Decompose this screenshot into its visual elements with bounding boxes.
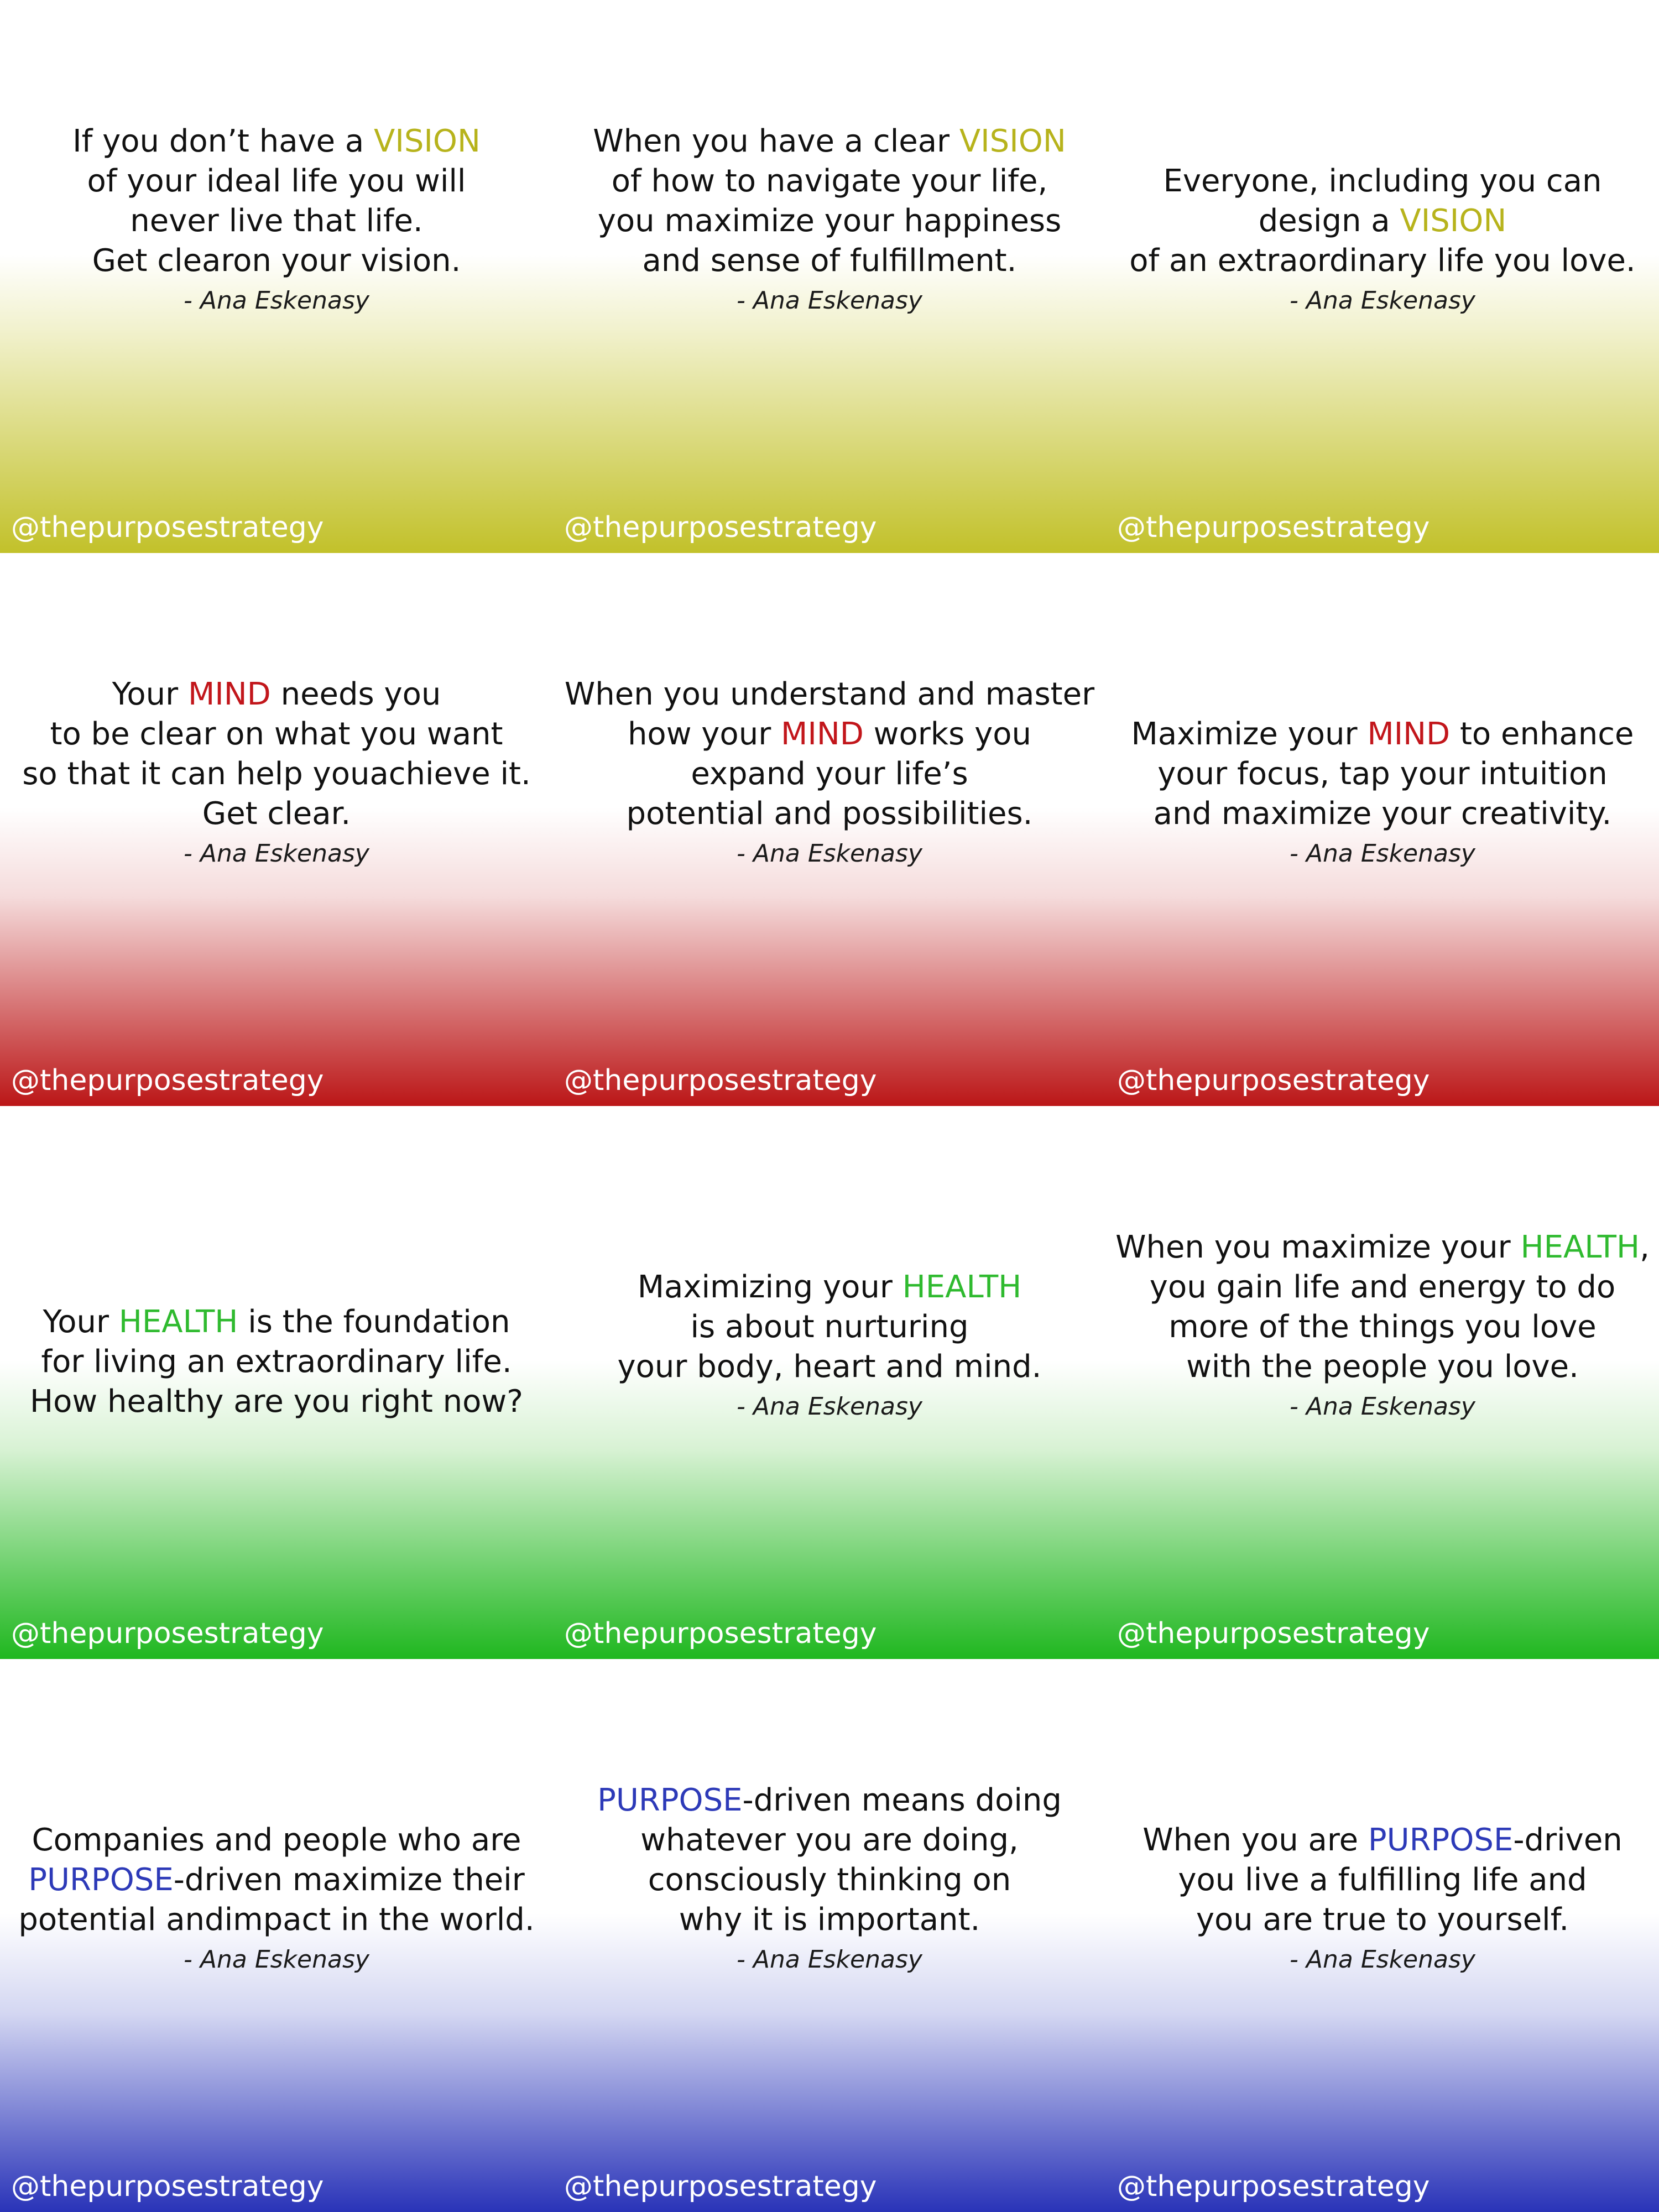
quote-card xyxy=(0,1659,553,2212)
quote-line: and sense of fulfillment. xyxy=(642,243,1017,279)
quote-card xyxy=(1106,1659,1659,2212)
quote-line: If you don’t have a VISION xyxy=(72,123,481,159)
quote-block xyxy=(0,675,553,870)
quote-line: When you understand and master xyxy=(564,676,1095,712)
quote-line: When you maximize your HEALTH, xyxy=(1115,1229,1650,1265)
quote-author: - Ana Eskenasy xyxy=(737,1392,922,1421)
quote-author: - Ana Eskenasy xyxy=(1290,839,1475,868)
quote-line: you maximize your happiness xyxy=(597,203,1062,239)
quote-block xyxy=(0,1820,553,1976)
quote-card xyxy=(1106,1106,1659,1659)
social-handle: @thepurposestrategy xyxy=(1117,511,1430,544)
quote-author: - Ana Eskenasy xyxy=(1290,286,1475,315)
quote-line: consciously thinking on xyxy=(648,1862,1011,1898)
quote-line: so that it can help youachieve it. xyxy=(22,756,531,792)
quote-line: for living an extraordinary life. xyxy=(41,1344,512,1380)
quote-block xyxy=(0,1302,553,1422)
quote-line: of how to navigate your life, xyxy=(611,163,1048,199)
quote-block xyxy=(1106,714,1659,870)
quote-line: why it is important. xyxy=(679,1902,980,1938)
social-handle: @thepurposestrategy xyxy=(11,1617,324,1650)
keyword-purpose: PURPOSE xyxy=(28,1862,174,1898)
quote-line: PURPOSE-driven means doing xyxy=(597,1782,1062,1818)
quote-line: never live that life. xyxy=(130,203,423,239)
quote-line: of an extraordinary life you love. xyxy=(1129,243,1636,279)
quote-line: When you have a clear VISION xyxy=(593,123,1066,159)
social-handle: @thepurposestrategy xyxy=(1117,2170,1430,2203)
quote-line: how your MIND works you xyxy=(627,716,1032,752)
social-handle: @thepurposestrategy xyxy=(564,1064,877,1097)
quote-line: design a VISION xyxy=(1258,203,1507,239)
keyword-health: HEALTH xyxy=(118,1304,238,1340)
keyword-vision: VISION xyxy=(374,123,481,159)
quote-card xyxy=(553,553,1106,1106)
quote-line: with the people you love. xyxy=(1186,1349,1579,1385)
quote-line: your body, heart and mind. xyxy=(617,1349,1042,1385)
quote-block xyxy=(1106,161,1659,317)
quote-line: Maximizing your HEALTH xyxy=(637,1269,1022,1305)
social-handle: @thepurposestrategy xyxy=(564,2170,877,2203)
quote-line: Maximize your MIND to enhance xyxy=(1131,716,1634,752)
quote-line: How healthy are you right now? xyxy=(30,1384,523,1420)
quote-line: more of the things you love xyxy=(1168,1309,1597,1345)
quote-author: - Ana Eskenasy xyxy=(1290,1392,1475,1421)
quote-author: - Ana Eskenasy xyxy=(184,1945,369,1974)
quote-line: you are true to yourself. xyxy=(1196,1902,1569,1938)
keyword-mind: MIND xyxy=(781,716,864,752)
quote-line: to be clear on what you want xyxy=(50,716,503,752)
quote-line: of your ideal life you will xyxy=(87,163,466,199)
quote-card xyxy=(0,553,553,1106)
social-handle: @thepurposestrategy xyxy=(1117,1617,1430,1650)
keyword-vision: VISION xyxy=(1400,203,1507,239)
social-handle: @thepurposestrategy xyxy=(564,511,877,544)
quote-line: Your HEALTH is the foundation xyxy=(43,1304,510,1340)
keyword-purpose: PURPOSE xyxy=(597,1782,743,1818)
quote-card xyxy=(0,1106,553,1659)
keyword-health: HEALTH xyxy=(1520,1229,1640,1265)
quote-line: expand your life’s xyxy=(691,756,968,792)
quote-author: - Ana Eskenasy xyxy=(737,286,922,315)
quote-block xyxy=(553,122,1106,317)
quote-card xyxy=(0,0,553,553)
quote-card xyxy=(1106,553,1659,1106)
keyword-purpose: PURPOSE xyxy=(1368,1822,1514,1858)
quote-line: Companies and people who are xyxy=(32,1822,521,1858)
quote-line: your focus, tap your intuition xyxy=(1157,756,1608,792)
quote-line: and maximize your creativity. xyxy=(1153,796,1612,832)
quote-author: - Ana Eskenasy xyxy=(737,1945,922,1974)
quote-line: Get clearon your vision. xyxy=(92,243,461,279)
quote-author: - Ana Eskenasy xyxy=(184,839,369,868)
quote-line: you live a fulfilling life and xyxy=(1178,1862,1587,1898)
quote-line: PURPOSE-driven maximize their xyxy=(28,1862,525,1898)
quote-card xyxy=(553,1659,1106,2212)
quote-block xyxy=(553,675,1106,870)
social-handle: @thepurposestrategy xyxy=(11,2170,324,2203)
quote-block xyxy=(1106,1820,1659,1976)
keyword-health: HEALTH xyxy=(902,1269,1022,1305)
quote-block xyxy=(553,1781,1106,1976)
social-handle: @thepurposestrategy xyxy=(11,511,324,544)
quote-author: - Ana Eskenasy xyxy=(737,839,922,868)
quote-author: - Ana Eskenasy xyxy=(184,286,369,315)
quote-card xyxy=(553,0,1106,553)
quote-line: Get clear. xyxy=(202,796,351,832)
quote-block xyxy=(0,122,553,317)
quote-line: is about nurturing xyxy=(690,1309,969,1345)
social-handle: @thepurposestrategy xyxy=(11,1064,324,1097)
quote-line: Your MIND needs you xyxy=(112,676,441,712)
quote-block xyxy=(553,1267,1106,1423)
keyword-mind: MIND xyxy=(187,676,271,712)
social-handle: @thepurposestrategy xyxy=(1117,1064,1430,1097)
social-handle: @thepurposestrategy xyxy=(564,1617,877,1650)
quote-line: whatever you are doing, xyxy=(640,1822,1019,1858)
quote-line: potential and possibilities. xyxy=(626,796,1033,832)
quote-line: potential andimpact in the world. xyxy=(18,1902,535,1938)
quote-card xyxy=(1106,0,1659,553)
quote-block xyxy=(1106,1228,1659,1423)
quote-line: you gain life and energy to do xyxy=(1149,1269,1616,1305)
quote-card xyxy=(553,1106,1106,1659)
keyword-vision: VISION xyxy=(959,123,1066,159)
quote-author: - Ana Eskenasy xyxy=(1290,1945,1475,1974)
keyword-mind: MIND xyxy=(1367,716,1451,752)
quote-line: Everyone, including you can xyxy=(1163,163,1602,199)
quote-line: When you are PURPOSE-driven xyxy=(1142,1822,1623,1858)
